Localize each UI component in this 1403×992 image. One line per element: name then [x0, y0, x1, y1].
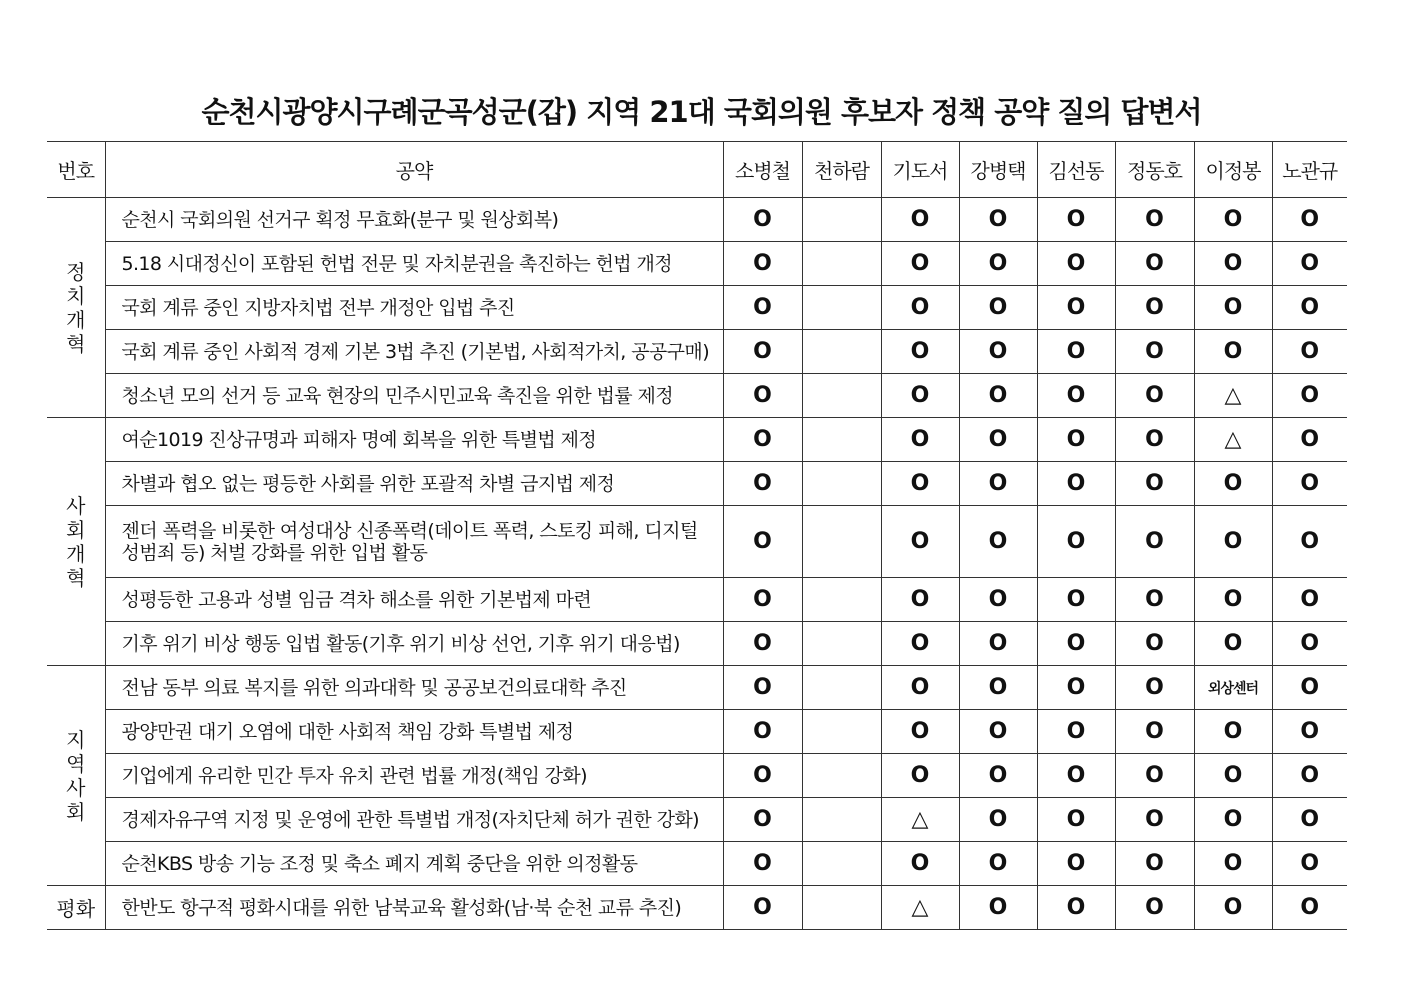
response-mark: O — [1194, 462, 1272, 506]
response-mark — [802, 418, 881, 462]
response-mark: O — [1272, 198, 1347, 242]
response-mark: O — [1115, 374, 1194, 418]
response-mark: O — [1115, 710, 1194, 754]
response-mark: O — [1272, 666, 1347, 710]
response-mark — [802, 506, 881, 578]
response-mark — [802, 622, 881, 666]
response-mark: O — [959, 418, 1037, 462]
response-mark: O — [1115, 666, 1194, 710]
response-mark: O — [1194, 842, 1272, 886]
header-candidate: 김선동 — [1037, 142, 1115, 198]
response-mark: O — [1194, 798, 1272, 842]
response-mark: O — [1115, 242, 1194, 286]
category-label: 평화 — [56, 897, 96, 921]
pledge-text: 기업에게 유리한 민간 투자 유치 관련 법률 개정(책임 강화) — [105, 754, 723, 798]
response-mark: O — [881, 418, 959, 462]
response-mark: O — [1194, 286, 1272, 330]
response-mark: O — [723, 506, 802, 578]
response-mark: O — [959, 886, 1037, 930]
pledge-text: 여순1019 진상규명과 피해자 명예 회복을 위한 특별법 제정 — [105, 418, 723, 462]
pledge-text: 경제자유구역 지정 및 운영에 관한 특별법 개정(자치단체 허가 권한 강화) — [105, 798, 723, 842]
response-mark: O — [723, 242, 802, 286]
response-mark: △ — [881, 886, 959, 930]
response-mark — [802, 666, 881, 710]
response-mark: O — [723, 198, 802, 242]
response-mark: O — [959, 754, 1037, 798]
response-mark: O — [881, 754, 959, 798]
response-mark: O — [1194, 754, 1272, 798]
pledge-text: 젠더 폭력을 비롯한 여성대상 신종폭력(데이트 폭력, 스토킹 피해, 디지털 성범죄 등) 처벌 강화를 위한 입법 활동 — [105, 506, 723, 578]
response-mark: O — [723, 886, 802, 930]
category-label: 정치개혁 — [66, 259, 86, 356]
pledge-text: 기후 위기 비상 행동 입법 활동(기후 위기 비상 선언, 기후 위기 대응법) — [105, 622, 723, 666]
response-mark: O — [1115, 286, 1194, 330]
category-cell — [47, 198, 105, 418]
response-mark: O — [723, 754, 802, 798]
response-mark: O — [1194, 886, 1272, 930]
response-mark — [802, 242, 881, 286]
pledge-text: 순천KBS 방송 기능 조정 및 축소 폐지 계획 중단을 위한 의정활동 — [105, 842, 723, 886]
response-mark: O — [959, 622, 1037, 666]
pledge-text: 순천시 국회의원 선거구 획정 무효화(분구 및 원상회복) — [105, 198, 723, 242]
table-row — [47, 506, 1347, 578]
response-mark — [802, 330, 881, 374]
response-mark: O — [1272, 578, 1347, 622]
table-row — [47, 578, 1347, 622]
header-pledge: 공약 — [105, 142, 723, 198]
response-mark: O — [1272, 286, 1347, 330]
response-mark: O — [723, 842, 802, 886]
table-row — [47, 330, 1347, 374]
response-mark: O — [1272, 242, 1347, 286]
response-mark: O — [723, 622, 802, 666]
response-mark: O — [1272, 754, 1347, 798]
response-mark: △ — [1194, 418, 1272, 462]
response-mark: O — [1115, 198, 1194, 242]
response-mark: O — [1272, 886, 1347, 930]
response-mark: △ — [1194, 374, 1272, 418]
pledge-text: 국회 계류 중인 지방자치법 전부 개정안 입법 추진 — [105, 286, 723, 330]
table-row — [47, 418, 1347, 462]
table-row — [47, 462, 1347, 506]
response-mark: O — [1037, 754, 1115, 798]
response-mark: O — [1115, 754, 1194, 798]
response-mark: O — [1037, 462, 1115, 506]
response-mark: O — [959, 842, 1037, 886]
response-mark: O — [1272, 374, 1347, 418]
response-mark: O — [1037, 622, 1115, 666]
table-row — [47, 198, 1347, 242]
response-mark: O — [1037, 842, 1115, 886]
response-mark — [802, 578, 881, 622]
response-mark: O — [881, 578, 959, 622]
response-mark: O — [1037, 666, 1115, 710]
pledge-text: 국회 계류 중인 사회적 경제 기본 3법 추진 (기본법, 사회적가치, 공공구매) — [105, 330, 723, 374]
response-mark: O — [881, 666, 959, 710]
response-mark — [802, 286, 881, 330]
response-mark: O — [1194, 198, 1272, 242]
pledge-text: 청소년 모의 선거 등 교육 현장의 민주시민교육 촉진을 위한 법률 제정 — [105, 374, 723, 418]
table-row — [47, 286, 1347, 330]
header-candidate: 강병택 — [959, 142, 1037, 198]
response-mark: O — [959, 710, 1037, 754]
response-mark: O — [1115, 462, 1194, 506]
response-mark: O — [959, 506, 1037, 578]
category-label: 지역사회 — [66, 727, 86, 824]
response-mark — [802, 886, 881, 930]
response-mark: O — [881, 622, 959, 666]
response-mark: O — [881, 710, 959, 754]
response-mark: O — [1272, 506, 1347, 578]
category-cell — [47, 666, 105, 886]
response-mark — [802, 710, 881, 754]
response-mark: O — [881, 462, 959, 506]
response-mark: O — [1272, 842, 1347, 886]
table-row — [47, 242, 1347, 286]
response-mark: O — [1194, 622, 1272, 666]
response-mark: O — [1115, 622, 1194, 666]
pledge-text: 차별과 협오 없는 평등한 사회를 위한 포괄적 차별 금지법 제정 — [105, 462, 723, 506]
header-number: 번호 — [47, 142, 105, 198]
response-mark: O — [1272, 622, 1347, 666]
response-mark: O — [959, 666, 1037, 710]
response-mark: O — [1037, 710, 1115, 754]
response-mark: O — [959, 462, 1037, 506]
response-mark — [802, 462, 881, 506]
response-mark: O — [1037, 506, 1115, 578]
header-candidate: 정동호 — [1115, 142, 1194, 198]
table-row — [47, 886, 1347, 930]
response-mark: △ — [881, 798, 959, 842]
response-mark — [802, 754, 881, 798]
response-mark: O — [723, 666, 802, 710]
table-row — [47, 754, 1347, 798]
response-mark: O — [881, 286, 959, 330]
response-mark: O — [723, 462, 802, 506]
response-mark: O — [1037, 330, 1115, 374]
table-row — [47, 798, 1347, 842]
table-row — [47, 666, 1347, 710]
response-mark: O — [1194, 330, 1272, 374]
pledge-text: 한반도 항구적 평화시대를 위한 남북교육 활성화(남·북 순천 교류 추진) — [105, 886, 723, 930]
header-candidate: 노관규 — [1272, 142, 1347, 198]
pledge-text: 전남 동부 의료 복지를 위한 의과대학 및 공공보건의료대학 추진 — [105, 666, 723, 710]
response-mark — [802, 798, 881, 842]
response-mark: O — [1194, 578, 1272, 622]
category-cell — [47, 886, 105, 930]
response-mark: O — [1194, 506, 1272, 578]
table-body — [47, 198, 1347, 930]
response-mark: O — [959, 286, 1037, 330]
response-mark: O — [1115, 798, 1194, 842]
response-mark — [802, 374, 881, 418]
response-mark — [802, 842, 881, 886]
response-mark: O — [1115, 842, 1194, 886]
response-mark — [802, 198, 881, 242]
response-mark: O — [723, 330, 802, 374]
response-mark: O — [959, 242, 1037, 286]
response-mark: O — [1037, 578, 1115, 622]
response-mark: O — [1194, 710, 1272, 754]
pledge-text: 광양만권 대기 오염에 대한 사회적 책임 강화 특별법 제정 — [105, 710, 723, 754]
response-mark: O — [1037, 886, 1115, 930]
response-mark: O — [723, 374, 802, 418]
response-mark: O — [1272, 798, 1347, 842]
response-mark: O — [1037, 798, 1115, 842]
table-row — [47, 374, 1347, 418]
response-mark: O — [1115, 578, 1194, 622]
response-mark: O — [723, 418, 802, 462]
header-candidate: 기도서 — [881, 142, 959, 198]
pledge-text: 5.18 시대정신이 포함된 헌법 전문 및 자치분권을 촉진하는 헌법 개정 — [105, 242, 723, 286]
response-mark: O — [723, 286, 802, 330]
response-mark: O — [1272, 418, 1347, 462]
header-candidate: 천하람 — [802, 142, 881, 198]
response-mark: O — [881, 506, 959, 578]
response-mark: O — [723, 578, 802, 622]
category-label: 사회개혁 — [66, 493, 86, 590]
table-row — [47, 710, 1347, 754]
response-mark: O — [881, 242, 959, 286]
header-candidate: 이정봉 — [1194, 142, 1272, 198]
category-cell — [47, 418, 105, 666]
response-mark: O — [881, 842, 959, 886]
response-mark: O — [1037, 242, 1115, 286]
header-row — [47, 142, 1347, 198]
response-mark: O — [1037, 286, 1115, 330]
response-mark: O — [1115, 506, 1194, 578]
response-mark: O — [1194, 242, 1272, 286]
pledge-text: 성평등한 고용과 성별 임금 격차 해소를 위한 기본법제 마련 — [105, 578, 723, 622]
response-mark: O — [1115, 418, 1194, 462]
response-mark: O — [1272, 462, 1347, 506]
response-mark: O — [959, 798, 1037, 842]
response-mark: O — [959, 374, 1037, 418]
response-mark: O — [959, 198, 1037, 242]
response-mark: O — [723, 798, 802, 842]
response-mark: O — [1272, 710, 1347, 754]
response-mark: 외상센터 — [1194, 666, 1272, 710]
response-mark: O — [959, 578, 1037, 622]
response-mark: O — [881, 198, 959, 242]
response-mark: O — [1037, 374, 1115, 418]
response-mark: O — [723, 710, 802, 754]
table-row — [47, 842, 1347, 886]
response-mark: O — [1037, 198, 1115, 242]
response-mark: O — [959, 330, 1037, 374]
response-mark: O — [881, 374, 959, 418]
document-title: 순천시광양시구례군곡성군(갑) 지역 21대 국회의원 후보자 정책 공약 질의 답변서 — [201, 95, 1202, 129]
response-mark: O — [1115, 330, 1194, 374]
response-mark: O — [881, 330, 959, 374]
table-row — [47, 622, 1347, 666]
header-candidate: 소병철 — [723, 142, 802, 198]
pledge-response-table — [47, 141, 1347, 930]
response-mark: O — [1272, 330, 1347, 374]
response-mark: O — [1115, 886, 1194, 930]
response-mark: O — [1037, 418, 1115, 462]
